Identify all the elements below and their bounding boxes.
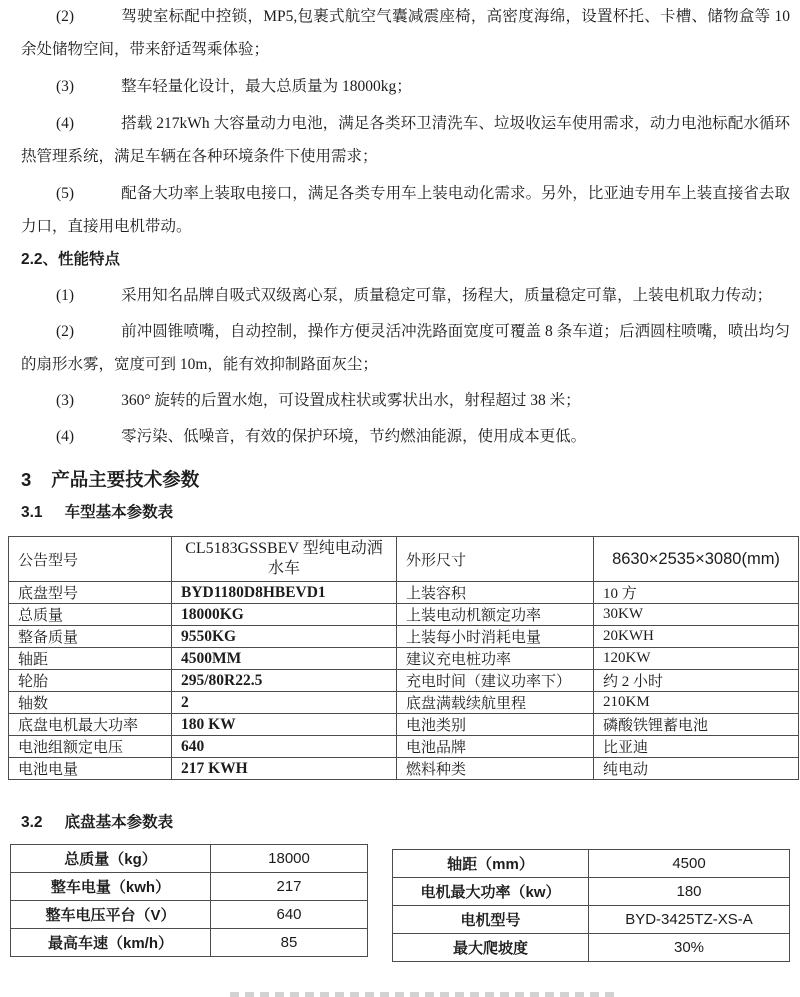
table-row — [9, 736, 799, 758]
list-number: (3) — [56, 78, 75, 95]
chassis-table-right — [392, 849, 790, 962]
heading-title: 产品主要技术参数 — [51, 469, 200, 490]
heading-title: 底盘基本参数表 — [64, 814, 174, 831]
param-value: 210KM — [594, 692, 799, 714]
param-value: 120KW — [594, 648, 799, 670]
param-label: 上装容积 — [397, 582, 594, 604]
param-value: 180 — [589, 878, 790, 906]
param-value: 640 — [211, 901, 368, 929]
param-value: 约 2 小时 — [594, 670, 799, 692]
table-row — [393, 850, 790, 878]
param-value: 85 — [211, 929, 368, 957]
param-label: 电池类别 — [397, 714, 594, 736]
param-label: 轴距 — [9, 648, 172, 670]
param-value: 纯电动 — [594, 758, 799, 780]
param-label: 建议充电桩功率 — [397, 648, 594, 670]
param-label: 电池电量 — [9, 758, 172, 780]
paragraph-text: 零污染、低噪音，有效的保护环境，节约燃油能源，使用成本更低。 — [121, 428, 587, 445]
param-value: 磷酸铁锂蓄电池 — [594, 714, 799, 736]
param-label: 电机型号 — [393, 906, 589, 934]
param-label: 轴距（mm） — [393, 850, 589, 878]
param-value: 20KWH — [594, 626, 799, 648]
param-label: 底盘满载续航里程 — [397, 692, 594, 714]
param-label: 总质量 — [9, 604, 172, 626]
table-row — [9, 582, 799, 604]
paragraph-text: 采用知名品牌自吸式双级离心泵，质量稳定可靠，扬程大，质量稳定可靠，上装电机取力传动； — [121, 287, 773, 304]
param-value: 30% — [589, 934, 790, 962]
table-row — [11, 929, 368, 957]
param-value: 217 — [211, 873, 368, 901]
clipped-text-remnant — [230, 992, 615, 997]
list-number: (4) — [56, 428, 75, 445]
param-label: 电池品牌 — [397, 736, 594, 758]
table-row — [9, 714, 799, 736]
param-value: 8630×2535×3080(mm) — [594, 537, 799, 582]
param-value: 9550KG — [172, 626, 397, 648]
param-label: 整车电量（kwh） — [11, 873, 211, 901]
section-heading-3-1 — [21, 503, 790, 523]
param-value: 2 — [172, 692, 397, 714]
list-number: (5) — [56, 185, 75, 202]
intro-paragraphs — [21, 0, 790, 243]
feature-item-3 — [21, 384, 790, 417]
param-value: 30KW — [594, 604, 799, 626]
param-value: 4500MM — [172, 648, 397, 670]
table-row — [9, 692, 799, 714]
table-row — [9, 670, 799, 692]
param-value: 4500 — [589, 850, 790, 878]
section-heading-3-2 — [21, 813, 790, 833]
param-value: 比亚迪 — [594, 736, 799, 758]
table-row — [11, 901, 368, 929]
param-label: 整备质量 — [9, 626, 172, 648]
param-label: 底盘型号 — [9, 582, 172, 604]
table-row — [11, 845, 368, 873]
heading-title: 车型基本参数表 — [64, 504, 174, 521]
table-row — [11, 873, 368, 901]
param-value: BYD1180D8HBEVD1 — [172, 582, 397, 604]
param-label: 燃料种类 — [397, 758, 594, 780]
param-label: 电池组额定电压 — [9, 736, 172, 758]
list-number: (3) — [56, 392, 75, 409]
param-value: 180 KW — [172, 714, 397, 736]
list-number: (4) — [56, 115, 75, 132]
table-row — [9, 648, 799, 670]
list-number: (2) — [56, 323, 75, 340]
paragraph-text: 前冲圆锥喷嘴，自动控制，操作方便灵活冲洗路面宽度可覆盖 8 条车道；后洒圆柱喷嘴，喷出均匀的扇形水雾，宽度可到 10m，能有效抑制路面灰尘； — [21, 323, 790, 373]
param-label: 公告型号 — [9, 537, 172, 582]
heading-number: 3.2 — [21, 814, 43, 831]
feature-item-4 — [21, 420, 790, 453]
paragraph-2 — [21, 0, 790, 66]
paragraph-3 — [21, 70, 790, 103]
param-label: 最高车速（km/h） — [11, 929, 211, 957]
param-value: BYD-3425TZ-XS-A — [589, 906, 790, 934]
paragraph-5 — [21, 177, 790, 243]
table-row — [9, 604, 799, 626]
param-label: 最大爬坡度 — [393, 934, 589, 962]
table-row — [393, 934, 790, 962]
section-performance-features — [21, 249, 790, 453]
paragraph-text: 搭载 217kWh 大容量动力电池，满足各类环卫清洗车、垃圾收运车使用需求，动力电池标配水循环热管理系统，满足车辆在各种环境条件下使用需求； — [21, 115, 790, 165]
vehicle-parameters-table — [8, 536, 799, 780]
param-label: 轮胎 — [9, 670, 172, 692]
section-heading-3 — [21, 467, 790, 493]
param-value: 217 KWH — [172, 758, 397, 780]
param-value: 640 — [172, 736, 397, 758]
paragraph-text: 驾驶室标配中控锁，MP5,包裹式航空气囊减震座椅，高密度海绵，设置杯托、卡槽、储物盒等 10 余处储物空间，带来舒适驾乘体验； — [21, 8, 790, 58]
table-row — [393, 878, 790, 906]
list-number: (2) — [56, 8, 75, 25]
chassis-table-left — [10, 844, 368, 957]
param-label: 充电时间（建议功率下） — [397, 670, 594, 692]
table-row — [9, 626, 799, 648]
param-value: 295/80R22.5 — [172, 670, 397, 692]
heading-number: 3.1 — [21, 504, 43, 521]
paragraph-text: 整车轻量化设计，最大总质量为 18000kg； — [121, 78, 412, 95]
param-label: 整车电压平台（V） — [11, 901, 211, 929]
param-label: 总质量（kg） — [11, 845, 211, 873]
section-heading-2-2: 2.2、性能特点 — [21, 251, 121, 268]
paragraph-4 — [21, 107, 790, 173]
features-list — [21, 279, 790, 453]
param-value: 10 方 — [594, 582, 799, 604]
table-row — [9, 537, 799, 582]
chassis-tables — [10, 844, 790, 962]
feature-item-2 — [21, 315, 790, 381]
table-row — [9, 758, 799, 780]
param-value: 18000KG — [172, 604, 397, 626]
param-value: CL5183GSSBEV 型纯电动洒水车 — [172, 537, 397, 582]
param-label: 电机最大功率（kw） — [393, 878, 589, 906]
param-label: 轴数 — [9, 692, 172, 714]
param-label: 底盘电机最大功率 — [9, 714, 172, 736]
param-label: 上装每小时消耗电量 — [397, 626, 594, 648]
heading-number: 3 — [21, 469, 32, 490]
table-row — [393, 906, 790, 934]
list-number: (1) — [56, 287, 75, 304]
param-value: 18000 — [211, 845, 368, 873]
paragraph-text: 配备大功率上装取电接口，满足各类专用车上装电动化需求。另外，比亚迪专用车上装直接省去取力口，直接用电机带动。 — [21, 185, 790, 235]
paragraph-text: 360° 旋转的后置水炮，可设置成柱状或雾状出水，射程超过 38 米； — [121, 392, 581, 409]
param-label: 上装电动机额定功率 — [397, 604, 594, 626]
feature-item-1 — [21, 279, 790, 312]
param-label: 外形尺寸 — [397, 537, 594, 582]
